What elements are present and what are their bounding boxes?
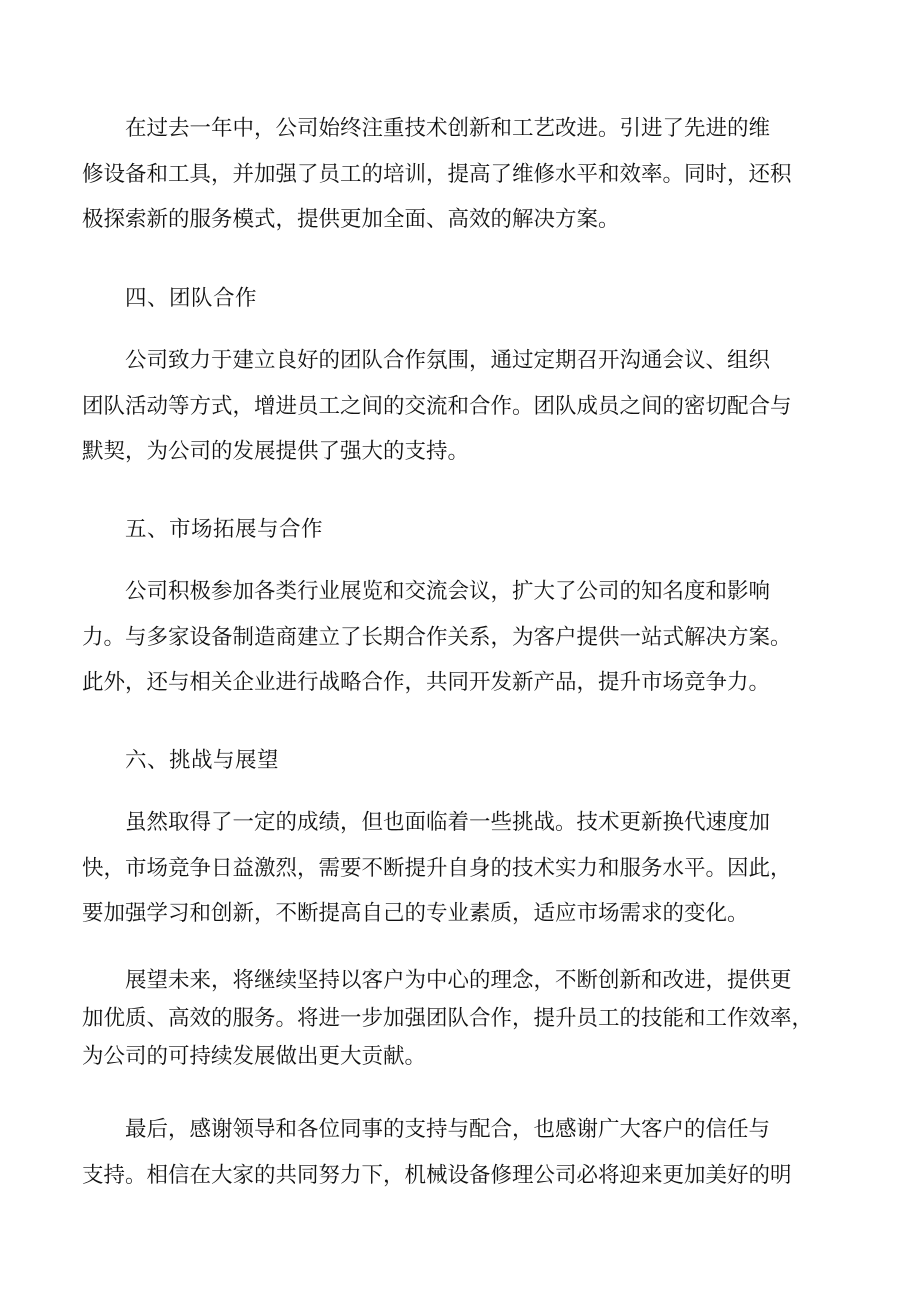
paragraph-line: 默契，为公司的发展提供了强大的支持。 bbox=[82, 439, 470, 464]
paragraph-tech-innovation bbox=[82, 106, 830, 243]
paragraph-teamwork bbox=[82, 338, 830, 475]
paragraph-line: 要加强学习和创新，不断提高自己的专业素质，适应市场需求的变化。 bbox=[82, 901, 749, 926]
paragraph-line: 快，市场竞争日益激烈，需要不断提升自身的技术实力和服务水平。因此， bbox=[82, 855, 792, 881]
paragraph-line: 支持。相信在大家的共同努力下，机械设备修理公司必将迎来更加美好的明 bbox=[82, 1162, 792, 1188]
paragraph-line: 展望未来，将继续坚持以客户为中心的理念，不断创新和改进，提供更 bbox=[125, 968, 792, 993]
paragraph-thanks bbox=[82, 1107, 830, 1198]
paragraph-line: 虽然取得了一定的成绩，但也面临着一些挑战。技术更新换代速度加 bbox=[125, 810, 771, 835]
paragraph-line: 此外，还与相关企业进行战略合作，共同开发新产品，提升市场竞争力。 bbox=[82, 670, 771, 695]
paragraph-line: 加优质、高效的服务。将进一步加强团队合作，提升员工的技能和工作效率， bbox=[82, 1006, 814, 1031]
paragraph-line: 在过去一年中，公司始终注重技术创新和工艺改进。引进了先进的维 bbox=[125, 116, 771, 141]
paragraph-market bbox=[82, 569, 830, 706]
paragraph-challenges bbox=[82, 800, 830, 937]
section-heading-challenges: 六、挑战与展望 bbox=[125, 748, 280, 773]
section-heading-market: 五、市场拓展与合作 bbox=[125, 517, 324, 542]
section-heading-teamwork: 四、团队合作 bbox=[125, 286, 258, 311]
paragraph-line: 修设备和工具，并加强了员工的培训，提高了维修水平和效率。同时，还积 bbox=[82, 161, 792, 187]
paragraph-line: 公司积极参加各类行业展览和交流会议，扩大了公司的知名度和影响 bbox=[125, 579, 771, 604]
paragraph-outlook bbox=[82, 962, 830, 1076]
paragraph-line: 公司致力于建立良好的团队合作氛围，通过定期召开沟通会议、组织 bbox=[125, 348, 771, 373]
paragraph-line: 力。与多家设备制造商建立了长期合作关系，为客户提供一站式解决方案。 bbox=[82, 624, 792, 650]
paragraph-line: 极探索新的服务模式，提供更加全面、高效的解决方案。 bbox=[82, 207, 620, 232]
paragraph-line: 为公司的可持续发展做出更大贡献。 bbox=[82, 1044, 427, 1069]
paragraph-line: 最后，感谢领导和各位同事的支持与配合，也感谢广大客户的信任与 bbox=[125, 1117, 771, 1142]
paragraph-line: 团队活动等方式，增进员工之间的交流和合作。团队成员之间的密切配合与 bbox=[82, 393, 792, 419]
